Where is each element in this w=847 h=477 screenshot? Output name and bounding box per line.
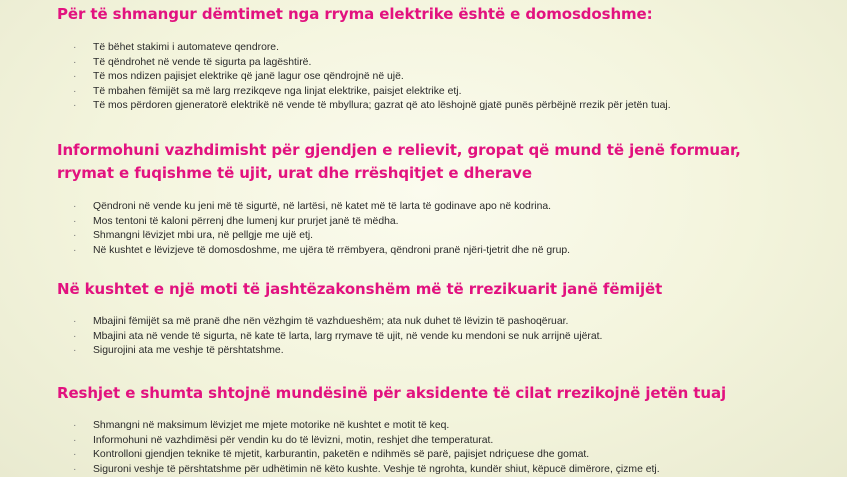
list-item-text: Në kushtet e lëvizjeve të domosdoshme, me ujëra të rrëmbyera, qëndroni pranë njëri-tjetrit dhe në grup.: [93, 244, 571, 256]
section-children-safety: [57, 278, 792, 359]
bullet-list: [57, 41, 792, 114]
list-item: [57, 70, 792, 85]
section-heading: Reshjet e shumta shtojnë mundësinë për aksidente të cilat rrezikojnë jetën tuaj: [57, 384, 727, 402]
list-item-text: Mos tentoni të kaloni përrenj dhe lumenj kur prurjet janë të mëdha.: [93, 215, 399, 227]
list-item-text: Shmangni lëvizjet mbi ura, në pellgje me ujë etj.: [93, 230, 314, 242]
bullet-icon: ·: [73, 56, 77, 68]
list-item-text: Informohuni në vazhdimësi për vendin ku do të lëvizni, motin, reshjet dhe temperaturat.: [93, 434, 494, 446]
list-item: [57, 200, 792, 215]
list-item: [57, 463, 792, 477]
section-terrain-info: [57, 139, 792, 258]
list-item: [57, 448, 792, 463]
section-heading: [57, 139, 792, 185]
bullet-icon: ·: [73, 230, 77, 242]
bullet-icon: ·: [73, 316, 77, 327]
bullet-icon: ·: [73, 434, 77, 446]
list-item: [57, 56, 792, 71]
bullet-icon: ·: [73, 85, 77, 97]
bullet-icon: ·: [73, 42, 77, 53]
bullet-icon: ·: [73, 100, 77, 112]
section-electric-safety: [57, 3, 792, 114]
bullet-icon: ·: [73, 215, 77, 227]
list-item: [57, 229, 792, 244]
section-heading: Për të shmangur dëmtimet nga rryma elektrike është e domosdoshme:: [57, 5, 653, 23]
list-item-text: Të mos ndizen pajisjet elektrike që janë lagur ose qëndrojnë në ujë.: [93, 71, 404, 83]
list-item: [57, 244, 792, 259]
bullet-icon: ·: [73, 463, 77, 475]
section-heading-line: rrymat e fuqishme të ujit, urat dhe rrëshqitjet e dherave: [57, 164, 532, 182]
list-item-text: Të mos përdoren gjeneratorë elektrikë në vende të mbyllura; gazrat që ato lëshojnë gjatë punës përbëjnë rrezik për jetën tuaj.: [93, 100, 671, 112]
list-item: [57, 419, 792, 434]
list-item: [57, 330, 792, 345]
section-travel-safety: [57, 382, 792, 477]
list-item-text: Të mbahen fëmijët sa më larg rrezikqeve nga linjat elektrike, paisjet elektrike etj.: [93, 85, 462, 97]
list-item: [57, 344, 792, 359]
list-item-text: Mbajini ata në vende të sigurta, në kate të larta, larg rrymave të ujit, në vende ku mendoni se nuk arrijnë ujërat.: [93, 330, 603, 342]
list-item: [57, 315, 792, 330]
list-item: [57, 434, 792, 449]
section-heading: Në kushtet e një moti të jashtëzakonshëm më të rrezikuarit janë fëmijët: [57, 280, 663, 298]
bullet-icon: ·: [73, 420, 77, 431]
bullet-icon: ·: [73, 449, 77, 461]
list-item-text: Qëndroni në vende ku jeni më të sigurtë, në lartësi, në katet më të larta të godinave apo në kodrina.: [93, 201, 552, 212]
bullet-icon: ·: [73, 330, 77, 342]
list-item: [57, 41, 792, 56]
list-item: [57, 215, 792, 230]
list-item-text: Të bëhet stakimi i automateve qendrore.: [93, 42, 279, 53]
list-item-text: Siguroni veshje të përshtatshme për udhëtimin në këto kushte. Veshje të ngrohta, kundër shiut, këpucë dimërore, çizme etj.: [93, 463, 660, 475]
list-item: [57, 99, 792, 114]
list-item: [57, 85, 792, 100]
list-item-text: Kontrolloni gjendjen teknike të mjetit, karburantin, paketën e ndihmës së parë, pajisjet ndriçuese dhe gomat.: [93, 449, 590, 461]
bullet-list: [57, 200, 792, 258]
bullet-icon: ·: [73, 345, 77, 357]
bullet-icon: ·: [73, 244, 77, 256]
bullet-list: [57, 315, 792, 359]
list-item-text: Sigurojini ata me veshje të përshtatshme.: [93, 345, 284, 357]
section-heading-line: Informohuni vazhdimisht për gjendjen e relievit, gropat që mund të jenë formuar,: [57, 141, 741, 159]
list-item-text: Mbajini fëmijët sa më pranë dhe nën vëzhgim të vazhdueshëm; ata nuk duhet të lëvizin të pashoqëruar.: [93, 316, 569, 327]
list-item-text: Të qëndrohet në vende të sigurta pa lagështirë.: [93, 56, 312, 68]
list-item-text: Shmangni në maksimum lëvizjet me mjete motorike në kushtet e motit të keq.: [93, 420, 450, 431]
bullet-icon: ·: [73, 71, 77, 83]
bullet-icon: ·: [73, 201, 77, 212]
bullet-list: [57, 419, 792, 477]
